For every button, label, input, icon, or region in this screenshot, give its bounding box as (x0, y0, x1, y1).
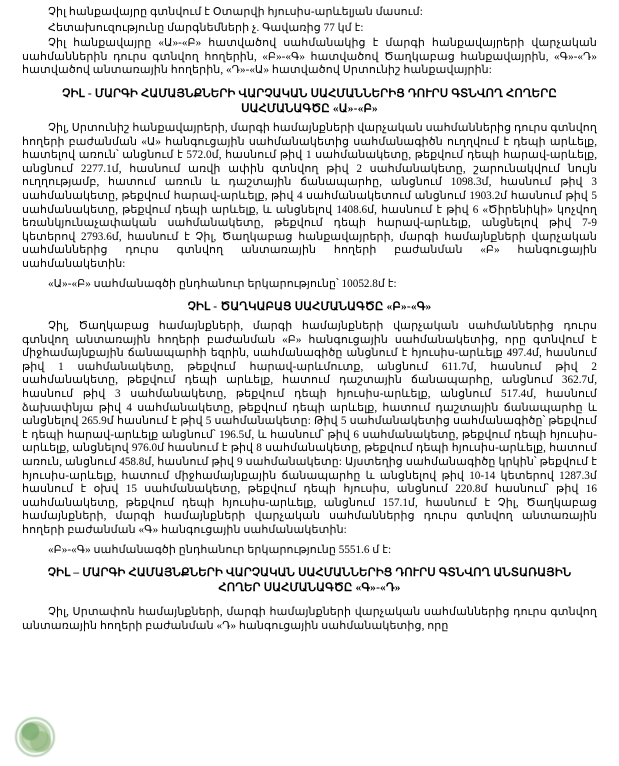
intro-paragraph-1: Չիլ հանքավայրը գտնվում է Օտարվի հյուսիս-արևելյան մասում: (48, 6, 423, 18)
stamp-inner-ring (22, 724, 48, 750)
section-heading-3-line-2: ՀՈՂԵՐ ՍԱՀՄԱՆԱԳԾԸ «Գ»-«Դ» (218, 582, 401, 595)
section-heading-1-line-2: ՍԱՀՄԱՆԱԳԾԸ «Ա»-«Բ» (241, 102, 378, 115)
body-paragraph-3: Չիլ, Սրտափոն համայնքների, մարգի համայնքների վարչական սահմաններից դուրս գտնվող անտառային հողերի բաժանման «Դ» հանգուցային սահմանակետից, որը (22, 606, 597, 632)
round-stamp (12, 714, 58, 760)
quote-line-2: «Բ»-«Գ» սահմանագծի ընդհանուր երկարությունը 5551.6 մ է: (48, 543, 392, 556)
section-heading-3-line-1: ՉԻԼ – ՄԱՐԳԻ ՀԱՄԱՅՆՔՆԵՐԻ ՎԱՐՉԱԿԱՆ ՍԱՀՄԱՆՆԵՐԻՑ ԴՈՒՐՍ ԳՏՆՎՈՂ ԱՆՏԱՌԱՅԻՆ (47, 567, 572, 580)
section-heading-2 (22, 300, 597, 315)
section-heading-1 (22, 87, 597, 117)
intro-paragraph-3: Չիլ հանքավայրը «Ա»-«Բ» հատվածով սահմանակից է մարգի հանքավայրերի վարչական սահմաններին դուրս գտնվող հողերին, «Բ»-«Գ» հատվածով Ծաղկաբաց հանքավայրին, «Գ»-«Դ» հատվածով անտառային հողերին, «Դ»-«Ա» հատվածով Սրտունիշ հանքավայրին: (22, 37, 597, 77)
intro-paragraph-2: Հետախուզությունը մարգնեմների չ. Գավառից 77 կմ է: (48, 21, 364, 34)
quote-line-1: «Ա»-«Բ» սահմանագծի ընդհանուր երկարությունը՝ 10052.8մ է: (48, 277, 397, 290)
section-heading-3 (22, 566, 597, 596)
section-heading-1-line-1: ՉԻԼ - ՄԱՐԳԻ ՀԱՄԱՅՆՔՆԵՐԻ ՎԱՐՉԱԿԱՆ ՍԱՀՄԱՆՆԵՐԻՑ ԴՈՒՐՍ ԳՏՆՎՈՂ ՀՈՂԵՐԸ (62, 87, 557, 100)
body-paragraph-2: Չիլ, Ծաղկաբաց համայնքների, մարգի համայնքների վարչական սահմաններից դուրս գտնվող անտառային հողերի բաժանման «Բ» հանգուցային սահմանակետից, որը գտնվում է միջհամայնքային ճանապարհի եզրին, սահմանագիծը անցնում է հյուսիս-արևելք 497.4մ, հասնում թիվ 1 սահմանակետը, թեքվում հարավ-արևմուտք, անցնում 611.7մ, հասնում թիվ 2 սահմանակետը, թեքվում դեպի արևելք, հատում դաշտային ճանապարհը, անցնում 362.7մ, հասնում թիվ 3 սահմանակետը, թեքվում դեպի հյուսիս-արևելք, անցնում 517.4մ, հասնում ձախափնյա թիվ 4 սահմանակետը, թեքվում դեպի արևելք, հատում դաշտային ճանապարհը և անցնելով 265.9մ հասնում է թիվ 5 սահմանակետը: Թիվ 5 սահմանակետից սահմանագիծը՝ թեքվում է դեպի հարավ-արևելք անցնում՝ 196.5մ, և հասնում՝ թիվ 6 սահմանակետը, թեքվում դեպի հյուսիս-արևելք, անցնելով 976.0մ հասնում է թիվ 8 սահմանակետը, թեքվում դեպի հյուսիս-արևելք, հատում առուն, անցնում 458.8մ, հասնում թիվ 9 սահմանակետը: Այստեղից սահմանագիծը կրկին՝ թեքվում է հյուսիս-արևելք, հատում միջհամայնքային ճանապարհը և անցնելով թիվ 10-14 կետերով 1287.3մ հասնում է օխվ 15 սահմանակետը, թեքվում դեպի հյուսիս, անցնում 220.8մ հասնում՝ թիվ 16 սահմանակետը, թեքվում դեպի հյուսիս-արևելք, անցնում 157.1մ, հասնում է Չիլ, Ծաղկաբաց համայնքների, մարգի համայնքների վարչական սահմաններից դուրս գտնվող անտառային հողերի բաժանման «Գ» հանգուցային սահմանակետին: (22, 320, 597, 536)
section-heading-2-line-1: ՉԻԼ - ԾԱՂԿԱԲԱՑ ՍԱՀՄԱՆԱԳԾԸ «Բ»-«Գ» (187, 301, 432, 314)
body-paragraph-1: Չիլ, Սրտունիշ հանքավայրերի, մարգի համայնքների վարչական սահմաններից դուրս գտնվող հողերի բաժանման «Ա» հանգուցային սահմանակետից սահմանագիծն ուղղվում է դեպի արևելք, հատելով առուն՝ անցնում է 572.0մ, հասնում թիվ 1 սահմանակետը, թեքվում դեպի հարավ-արևելք, անցնում 2277.1մ, հասնում առվի ափին գտնվող թիվ 2 սահմանակետը, շարունակվում նույն ուղղությամբ, հատում առուն և դաշտային ճանապարհը, անցնում 1098.3մ, հասնում թիվ 3 սահմանակետը, թեքվում հարավ-արևելք, թիվ 4 սահմանակետում անցնում 1903.2մ հասնում թիվ 5 սահմանակետը, թեքվում դեպի արևելք, և անցնելով 1408.6մ, հասնում է թիվ 6 «Ծիրենիկի» կոչվող եռանկյունաչափական սահմանակետը, թեքվում դեպի հարավ-արևելք, անցնելով թիվ 7-9 կետերով 2793.6մ, հասնում է Չիլ, Ծաղկաբաց հանքավայրերի, մարգի համայնքների վարչական սահմաններից դուրս գտնվող անտառային հողերի բաժանման «Բ» հանգուցային սահմանակետին: (22, 121, 597, 270)
